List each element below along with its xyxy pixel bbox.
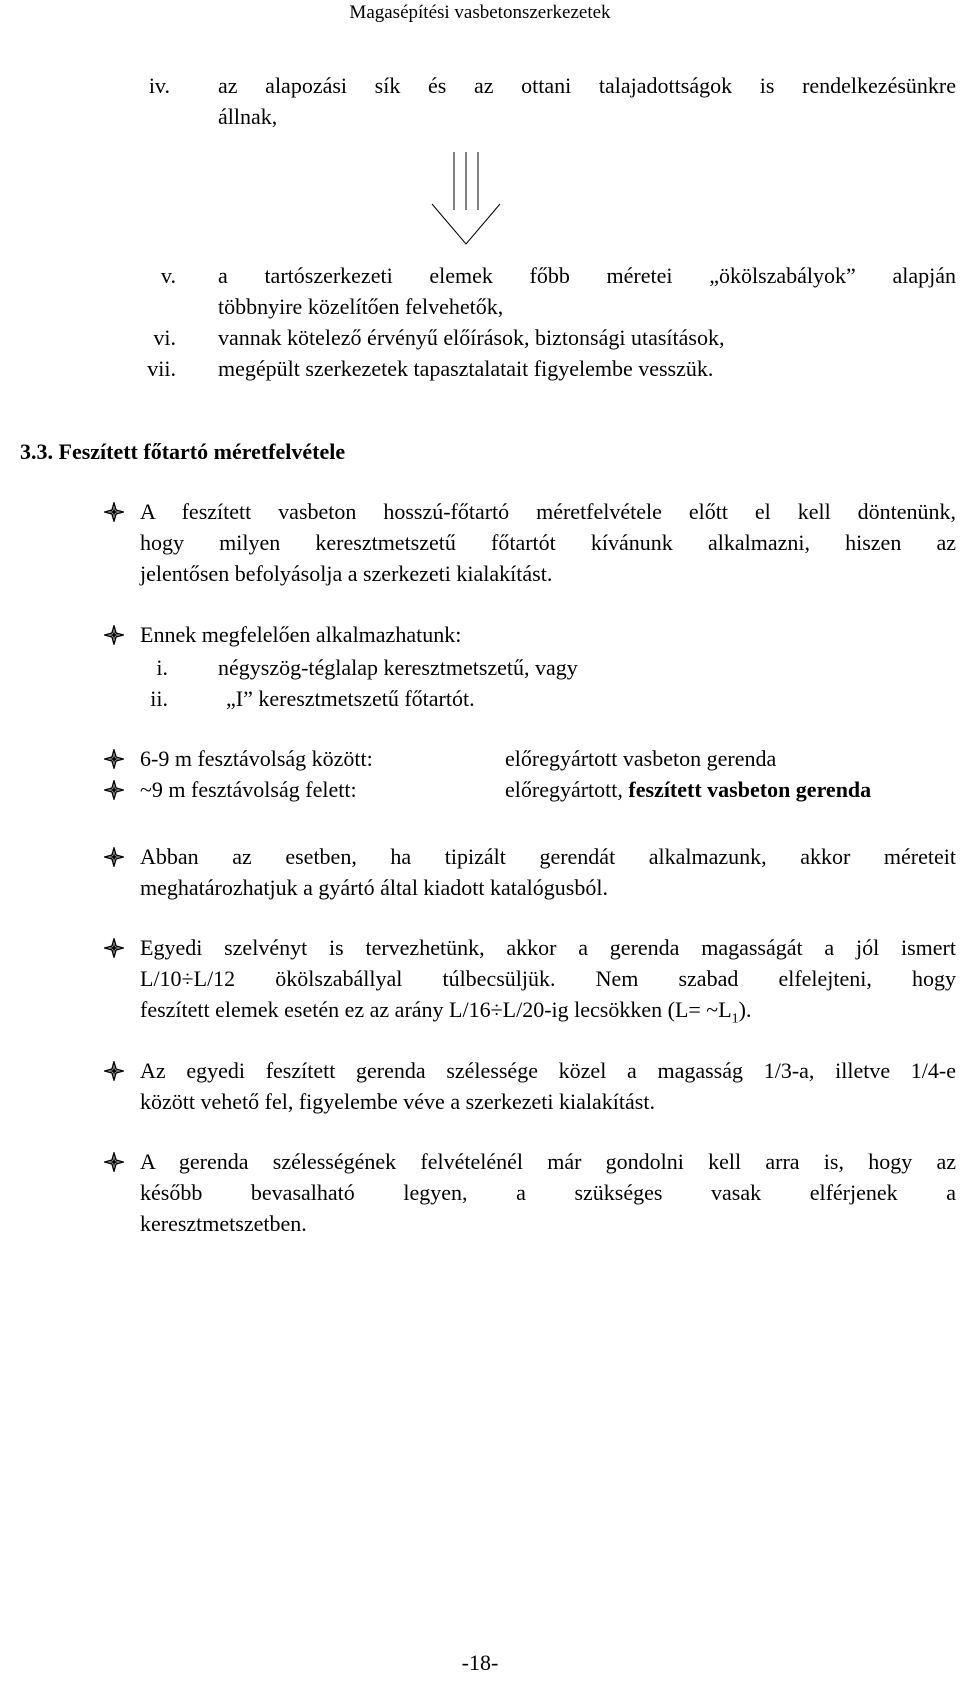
sub-list-number: ii. — [150, 686, 168, 711]
diamond-bullet-icon — [104, 502, 124, 522]
sub-list-number: i. — [156, 655, 168, 680]
bullet-text: Az egyedi feszített gerenda szélessége közel a magasság 1/3-a, illetve 1/4-e — [140, 1058, 956, 1083]
list-item-text: megépült szerkezetek tapasztalatait figyelembe vesszük. — [218, 356, 714, 381]
list-item-text: állnak, — [218, 104, 278, 129]
bullet-text: jelentősen befolyásolja a szerkezeti kialakítást. — [140, 561, 553, 586]
list-number: iv. — [148, 73, 170, 98]
span-value-bold: feszített vasbeton gerenda — [628, 777, 872, 802]
list-number: vi. — [153, 325, 176, 350]
diamond-bullet-icon — [104, 1152, 124, 1172]
list-number: vii. — [147, 356, 176, 381]
bullet-text: később bevasalható legyen, a szükséges vasak elférjenek a — [140, 1180, 956, 1205]
span-value: előregyártott vasbeton gerenda — [505, 746, 777, 771]
bullet-text: meghatározhatjuk a gyártó által kiadott katalógusból. — [140, 875, 608, 900]
page-number: -18- — [461, 1650, 499, 1675]
diamond-bullet-icon — [104, 780, 124, 800]
span-value — [505, 774, 871, 805]
down-arrow-icon — [428, 152, 504, 248]
diamond-bullet-icon — [104, 749, 124, 769]
bullet-text: A feszített vasbeton hosszú-főtartó méretfelvétele előtt el kell döntenünk, — [140, 499, 956, 524]
diamond-bullet-icon — [104, 1061, 124, 1081]
list-item-text: az alapozási sík és az ottani talajadottságok is rendelkezésünkre — [218, 73, 956, 98]
bullet-text: A gerenda szélességének felvételénél már gondolni kell arra is, hogy az — [140, 1149, 956, 1174]
diamond-bullet-icon — [104, 847, 124, 867]
bullet-text: Egyedi szelvényt is tervezhetünk, akkor a gerenda magasságát a jól ismert — [140, 935, 956, 960]
diamond-bullet-icon — [104, 625, 124, 645]
bullet-text — [140, 994, 751, 1034]
subscript: 1 — [731, 1011, 739, 1027]
list-item-text: a tartószerkezeti elemek főbb méretei „ökölszabályok” alapján — [218, 263, 956, 288]
sub-list-text: négyszög-téglalap keresztmetszetű, vagy — [218, 655, 578, 680]
sub-list-text: „I” keresztmetszetű főtartót. — [226, 686, 475, 711]
running-header: Magasépítési vasbetonszerkezetek — [349, 2, 611, 23]
bullet-text: L/10÷L/12 ökölszabállyal túlbecsüljük. Nem szabad elfelejteni, hogy — [140, 966, 956, 991]
bullet-text: Ennek megfelelően alkalmazhatunk: — [140, 622, 462, 647]
list-number: v. — [160, 263, 176, 288]
bullet-text: hogy milyen keresztmetszetű főtartót kívánunk alkalmazni, hiszen az — [140, 530, 956, 555]
span-value-plain: előregyártott, — [505, 777, 629, 802]
diamond-bullet-icon — [104, 938, 124, 958]
bullet-text-main: feszített elemek esetén ez az arány L/16÷L/20-ig lecsökken (L= ~L — [140, 997, 732, 1022]
bullet-text-end: ). — [738, 997, 752, 1022]
section-heading: 3.3. Feszített főtartó méretfelvétele — [20, 439, 346, 464]
span-label: 6-9 m fesztávolság között: — [140, 746, 373, 771]
bullet-text: Abban az esetben, ha tipizált gerendát alkalmazunk, akkor méreteit — [140, 844, 956, 869]
bullet-text: keresztmetszetben. — [140, 1211, 307, 1236]
span-label: ~9 m fesztávolság felett: — [140, 777, 357, 802]
bullet-text: között vehető fel, figyelembe véve a szerkezeti kialakítást. — [140, 1089, 655, 1114]
list-item-text: vannak kötelező érvényű előírások, biztonsági utasítások, — [218, 325, 725, 350]
list-item-text: többnyire közelítően felvehetők, — [218, 294, 504, 319]
